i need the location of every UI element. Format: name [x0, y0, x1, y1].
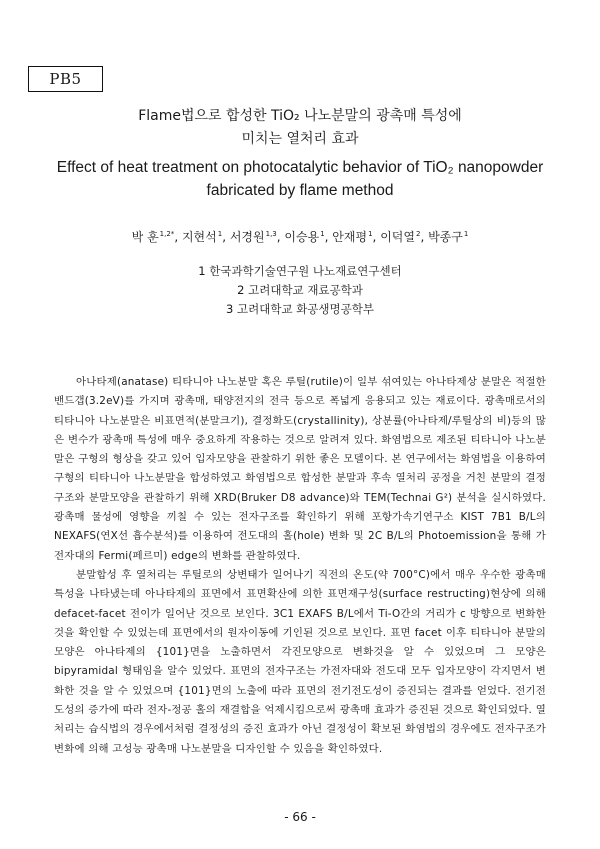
- page-number: - 66 -: [284, 810, 316, 824]
- author-name: 이덕열: [380, 230, 415, 244]
- abstract-body: [54, 373, 546, 759]
- author-name: 박종구: [428, 230, 463, 244]
- author-name: 박 훈: [131, 230, 159, 244]
- author-affiliation-mark: 1,2*: [159, 230, 175, 238]
- abstract-code-box: [28, 66, 103, 92]
- author: 지현석$^1$,: [181, 230, 230, 244]
- affiliation: 1 한국과학기술연구원 나노재료연구센터: [198, 264, 402, 278]
- affiliation: 3 고려대학교 화공생명공학부: [226, 302, 374, 316]
- abstract-paragraph: 아나타제(anatase) 티타니아 나노분말 혹은 루틸(rutile)이 일부 섞여있는 아나타제상 분말은 적절한 밴드갭(3.2eV)를 가지며 광촉매, 태양전지의 전극 등으로 폭넓게 응용되고 있는 재료이다. 광촉매로서의 티타니아 나노분말은 비표면적(분말크기), 결정화도(crystallinity), 상분률(아나타제/루틸상의 비)등의 많은 변수가 광촉매 특성에 매우 중요하게 작용하는 것으로 알려져 있다. 화염법으로 제조된 티타니아 나노분말은 구형의 형상을 갖고 있어 입자모양을 관찰하기 위한 좋은 모델이다. 본 연구에서는 화염법을 이용하여 구형의 티타니아 나노분말을 합성하였고 화염법으로 합성한 분말과 후속 열처리 공정을 거친 분말의 결정구조와 분말모양을 관찰하기 위해 XRD(Bruker D8 advance)와 TEM(Technai G²) 분석을 실시하였다. 광촉매 물성에 영향을 끼칠 수 있는 전자구조를 확인하기 위해 포항가속기연구소 KIST 7B1 B/L의 NEXAFS(연X선 흡수분석)를 이용하여 전도대의 홀(hole) 변화 및 2C B/L의 Photoemission을 통해 가전자대의 Fermi(페르미) edge의 변화를 관찰하였다.: [54, 376, 546, 562]
- author: 서경원$^{1,3}$,: [229, 230, 285, 244]
- author-name: 안재평: [332, 230, 368, 244]
- author-name: 서경원: [229, 230, 265, 244]
- author: [428, 230, 468, 244]
- author: 이덕열$^2$,: [380, 230, 429, 244]
- author-name: 이승용: [284, 230, 320, 244]
- author: 이승용$^1$,: [284, 230, 333, 244]
- title-block: [0, 105, 600, 202]
- abstract-paragraph: 분말합성 후 열처리는 루틸로의 상변태가 일어나기 직전의 온도(약 700°C)에서 매우 우수한 광촉매 특성을 나타냈는데 아나타제의 표면에서 표면확산에 의한 표면재구성(surface restructing)현상에 의해 defacet-facet 전이가 일어난 것으로 보인다. 3C1 EXAFS B/L에서 Ti-O간의 거리가 c 방향으로 변화한 것을 확인할 수 있었는데 표면에서의 원자이동에 기인된 것으로 보인다. 표면 facet 이후 티타니아 분말의 모양은 아나타제의 {101}면을 노출하면서 각진모양으로 변화것을 알 수 있었으며 그 모양은 bipyramidal 형태임을 알수 있었다. 표면의 전자구조는 가전자대와 전도대 모두 입자모양이 각지면서 변화한 것을 알 수 있었으며 {101}면의 노출에 따라 표면의 전기전도성이 증진되는 결과를 얻었다. 전기전도성의 증가에 따라 전자-정공 홀의 재결합을 억제시킴으로써 광촉매 효과가 증진된 것으로 확인되었다. 열처리는 습식법의 경우에서처럼 결정성의 증진 효과가 아닌 결정성이 확보된 화염법의 경우에도 전자구조가 변화에 의해 고성능 광촉매 나노분말을 디자인할 수 있음을 확인하였다.: [54, 568, 546, 755]
- author: 안재평$^1$,: [332, 230, 381, 244]
- abstract-code: PB5: [49, 70, 82, 88]
- author-affiliation-mark: 1: [217, 230, 223, 238]
- korean-title-line-1: Flame법으로 합성한 TiO₂ 나노분말의 광촉매 특성에: [138, 108, 462, 124]
- author-affiliation-mark: 1: [463, 230, 469, 238]
- author-name: 지현석: [181, 230, 217, 244]
- author-affiliation-mark: 1,3: [265, 230, 277, 238]
- english-title-line-2: fabricated by flame method: [206, 182, 394, 199]
- author-affiliation-mark: 1: [320, 230, 325, 238]
- author: 박 훈$^{1,2*}$,: [131, 230, 182, 244]
- author-affiliation-mark: 1: [368, 230, 373, 238]
- affiliation: 2 고려대학교 재료공학과: [237, 283, 363, 297]
- korean-title-line-2: 미치는 열처리 효과: [241, 131, 359, 147]
- affiliation-list: [0, 262, 600, 319]
- author-list: [0, 228, 600, 245]
- english-title-line-1: Effect of heat treatment on photocatalytic behavior of TiO₂ nanopowder: [56, 159, 544, 176]
- author-affiliation-mark: 2: [415, 230, 421, 238]
